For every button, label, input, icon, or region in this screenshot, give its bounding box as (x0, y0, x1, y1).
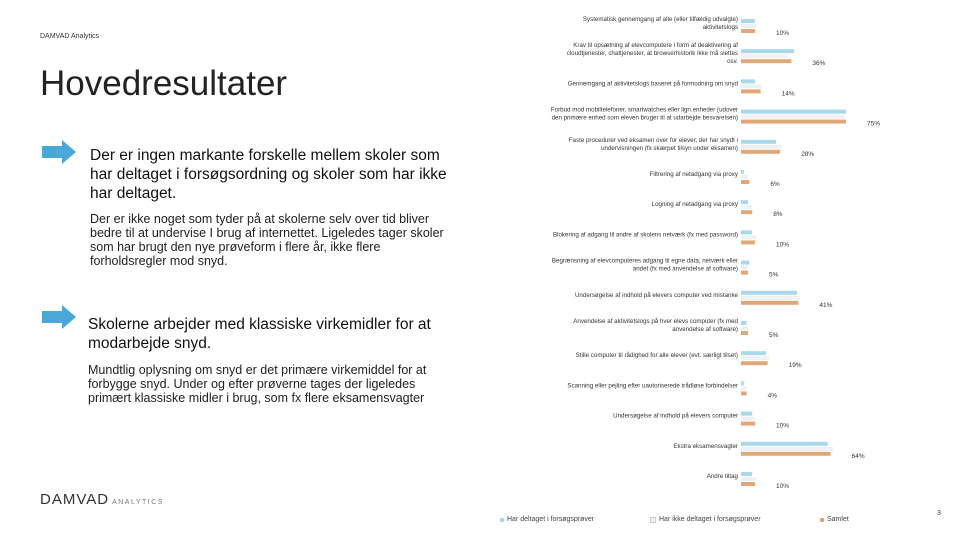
bar-ikke-deltaget (741, 266, 748, 270)
brand-header: DAMVAD Analytics (40, 33, 99, 40)
bar-samlet (741, 271, 748, 275)
bar-samlet (741, 301, 798, 305)
section-1-heading: Der er ingen markante forskelle mellem skoler som har deltaget i forsøgsordning og skoler som har ikke har deltaget. (90, 147, 447, 202)
bar-deltaget (741, 291, 797, 295)
section-2-body: Mundtlig oplysning om snyd er det primære virkemiddel for at forbygge snyd. Under og efter prøverne tages der ligeledes primært klassiske midler i brug, som fx flere eksamensvagter (88, 363, 427, 405)
bar-ikke-deltaget (741, 296, 800, 300)
bar-samlet (741, 59, 791, 63)
bar-deltaget (741, 170, 744, 174)
legend-swatch (650, 517, 656, 523)
category-label: Undersøgelse af indhold på elevers computer ved mistanke (574, 291, 738, 299)
bar-deltaget (741, 19, 755, 23)
page-title: Hovedresultater (40, 64, 288, 103)
bar-samlet (741, 150, 780, 154)
bar-deltaget (741, 140, 776, 144)
category-label: Scanning eller pejling efter uautoriserede trådløse forbindelser (567, 382, 738, 390)
bar-ikke-deltaget (741, 447, 833, 451)
page-number: 3 (937, 510, 941, 517)
bar-ikke-deltaget (741, 417, 755, 421)
bar-samlet (741, 210, 752, 214)
legend-swatch (500, 518, 504, 522)
data-label: 28% (801, 150, 815, 158)
bar-samlet (741, 391, 747, 395)
bar-deltaget (741, 321, 747, 325)
legend-item (650, 516, 761, 523)
bar-ikke-deltaget (741, 477, 756, 481)
bar-deltaget (741, 381, 744, 385)
category-label: Ekstra eksamensvagter (673, 442, 738, 450)
bar-deltaget (741, 200, 748, 204)
bar-deltaget (741, 442, 828, 446)
logo-text: DAMVAD (40, 491, 110, 508)
bar-samlet (741, 452, 831, 456)
data-label: 5% (769, 271, 779, 279)
legend-item (820, 516, 849, 523)
bar-samlet (741, 89, 761, 93)
bar-deltaget (741, 472, 752, 476)
bar-ikke-deltaget (741, 24, 756, 28)
bar-ikke-deltaget (741, 356, 769, 360)
data-label: 41% (819, 301, 833, 309)
data-label: 36% (812, 60, 826, 68)
category-label: Faste procedurer ved eksamen over for elever, der har snydt i undervisningen (fx skærpet tilsyn under eksamen) (568, 136, 738, 152)
bar-ikke-deltaget (741, 145, 782, 149)
bar-samlet (741, 180, 749, 184)
data-label: 5% (769, 332, 779, 339)
data-label: 6% (770, 181, 780, 188)
category-label: Forbud mod mobiltelefoner, smartwatches eller lign.enheder (udover den primære enhed som eleven bruger til at udarbejde besvarelsen) (550, 106, 738, 122)
category-label: Anvendelse af aktivitetslogs på hver elevs computer (fx med anvendelse af software) (573, 318, 738, 333)
bar-deltaget (741, 261, 749, 265)
bar-ikke-deltaget (741, 175, 748, 179)
data-label: 64% (851, 452, 865, 460)
bar-deltaget (741, 412, 752, 416)
bar-ikke-deltaget (741, 54, 787, 58)
bar-deltaget (741, 79, 755, 83)
bar-ikke-deltaget (741, 115, 845, 119)
bar-samlet (741, 361, 768, 365)
category-label: Filtrering af netadgang via proxy (649, 171, 738, 178)
bar-deltaget (741, 49, 794, 53)
logo-subtext: ANALYTICS (112, 499, 164, 506)
bar-samlet (741, 331, 748, 335)
bar-ikke-deltaget (741, 205, 752, 209)
data-label: 10% (776, 483, 790, 490)
legend-label: Har ikke deltaget i forsøgsprøver (659, 516, 761, 523)
section-1-body: Der er ikke noget som tyder på at skolerne selv over tid bliver bedre til at undervise I brug af internettet. Ligeledes tager skoler som har brugt den nye prøveform i flere år, ikke flere forholdsregler mod snyd. (90, 212, 444, 268)
data-label: 10% (776, 422, 790, 430)
data-label: 75% (867, 120, 881, 128)
category-label: Begrænsning af elevcomputeres adgang til egne data, netværk eller andet (fx med anvendelse af software) (551, 257, 738, 273)
category-label: Logning af netadgang via proxy (651, 201, 738, 209)
bar-samlet (741, 482, 755, 486)
category-label: Andre tiltag (706, 473, 738, 480)
data-label: 14% (781, 90, 795, 98)
category-label: Krav til opsætning af elevcomputere i form af deaktivering af cloudtjenester, chattjenester, at browserhistorik ikke må slettes osv. (566, 42, 738, 66)
category-label: Systematisk gennemgang af alle (eller tilfældig udvalgte) aktivitetslogs (582, 16, 738, 31)
data-label: 8% (773, 211, 783, 219)
category-label: Stille computer til rådighed for alle elever (evt. særligt tilset) (575, 352, 738, 360)
legend-item (500, 516, 594, 523)
bar-ikke-deltaget (741, 326, 748, 330)
bar-deltaget (741, 230, 752, 234)
bar-samlet (741, 240, 755, 244)
bar-samlet (741, 422, 755, 426)
legend-swatch (820, 518, 824, 522)
section-2-heading: Skolerne arbejder med klassiske virkemidler for at modarbejde snyd. (88, 316, 431, 352)
legend-label: Samlet (827, 516, 849, 523)
category-label: Undersøgelse af indhold på elevers computer (613, 412, 738, 420)
bar-ikke-deltaget (741, 84, 762, 88)
data-label: 10% (776, 30, 790, 37)
bar-deltaget (741, 351, 766, 355)
bar-samlet (741, 120, 846, 124)
bar-ikke-deltaget (741, 235, 756, 239)
data-label: 19% (788, 362, 802, 370)
data-label: 4% (767, 392, 778, 400)
category-label: Gennemgang af aktivitetslogs baseret på formodning om snyd (567, 80, 738, 88)
bar-ikke-deltaget (741, 386, 747, 390)
bar-deltaget (741, 110, 846, 114)
data-label: 10% (776, 241, 790, 249)
legend-label: Har deltaget i forsøgsprøver (507, 516, 595, 523)
category-label: Blokering af adgang til andre af skolens netværk (fx med password) (552, 231, 738, 239)
bar-samlet (741, 29, 755, 33)
